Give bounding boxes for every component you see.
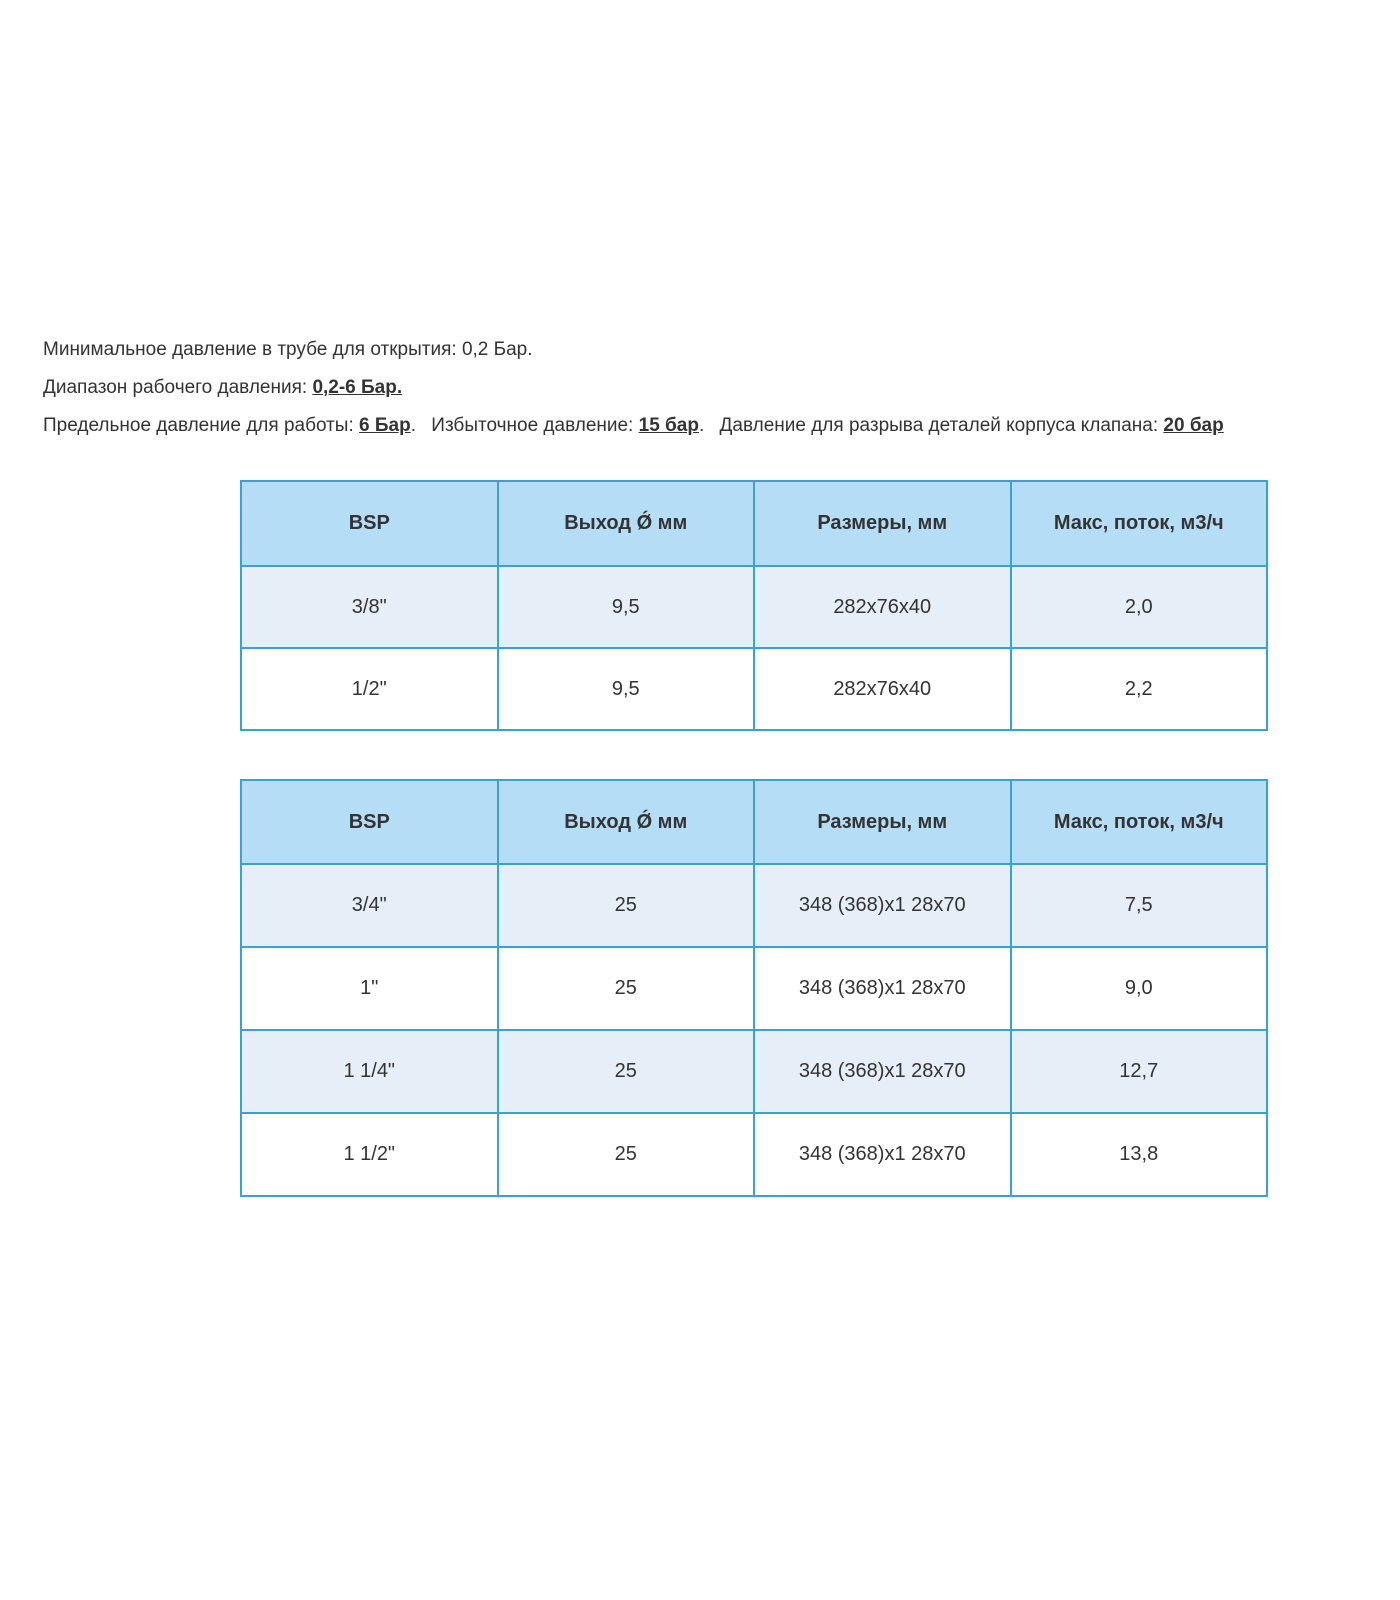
cell-outlet: 25 [498,1030,755,1113]
header-outlet: Выход Ǿ мм [498,780,755,864]
working-range-value[interactable]: 0,2-6 Бар. [312,377,403,398]
limit-pressure-value[interactable]: 6 Бар [359,415,411,436]
limit-pressure-label: Предельное давление для работы: [43,415,354,436]
cell-bsp: 3/8" [241,566,498,648]
table-row [241,566,1267,648]
header-bsp: BSP [241,481,498,566]
cell-dimensions: 348 (368)x1 28x70 [754,1113,1011,1196]
cell-max-flow: 7,5 [1011,864,1268,947]
cell-dimensions: 348 (368)x1 28x70 [754,1030,1011,1113]
cell-outlet: 25 [498,947,755,1030]
spec-table-large [240,779,1268,1197]
min-pressure-line [43,339,1363,361]
cell-max-flow: 2,2 [1011,648,1268,730]
cell-outlet: 25 [498,1113,755,1196]
table-row [241,1113,1267,1196]
cell-dimensions: 348 (368)x1 28x70 [754,864,1011,947]
cell-max-flow: 2,0 [1011,566,1268,648]
cell-max-flow: 9,0 [1011,947,1268,1030]
cell-bsp: 3/4" [241,864,498,947]
table-row [241,648,1267,730]
working-range-label: Диапазон рабочего давления: [43,377,308,398]
header-dimensions: Размеры, мм [754,780,1011,864]
cell-bsp: 1" [241,947,498,1030]
spec-table-small [240,480,1268,731]
cell-max-flow: 12,7 [1011,1030,1268,1113]
burst-pressure-label: Давление для разрыва деталей корпуса клапана: [719,415,1159,436]
cell-max-flow: 13,8 [1011,1113,1268,1196]
table-row [241,864,1267,947]
table-row [241,947,1267,1030]
header-max-flow: Макс, поток, м3/ч [1011,780,1268,864]
cell-bsp: 1 1/4" [241,1030,498,1113]
header-bsp: BSP [241,780,498,864]
header-outlet: Выход Ǿ мм [498,481,755,566]
header-max-flow: Макс, поток, м3/ч [1011,481,1268,566]
min-pressure-value: 0,2 Бар. [461,339,533,360]
header-dimensions: Размеры, мм [754,481,1011,566]
cell-dimensions: 348 (368)x1 28x70 [754,947,1011,1030]
cell-dimensions: 282x76x40 [754,648,1011,730]
table-header-row [241,780,1267,864]
cell-outlet: 9,5 [498,648,755,730]
limit-pressure-line: Предельное давление для работы: 6 Бар. Избыточное давление: 15 бар. Давление для разрыва деталей корпуса клапана: 20 бар [43,415,1224,436]
excess-pressure-value[interactable]: 15 бар [638,415,699,436]
excess-pressure-label: Избыточное давление: [431,415,634,436]
table-row [241,1030,1267,1113]
cell-outlet: 25 [498,864,755,947]
working-range-line [43,377,1363,399]
table-header-row [241,481,1267,566]
burst-pressure-value[interactable]: 20 бар [1163,415,1224,436]
cell-dimensions: 282x76x40 [754,566,1011,648]
cell-bsp: 1 1/2" [241,1113,498,1196]
cell-bsp: 1/2" [241,648,498,730]
pressure-info [43,339,1363,453]
cell-outlet: 9,5 [498,566,755,648]
min-pressure-label: Минимальное давление в трубе для открытия: [43,339,457,360]
